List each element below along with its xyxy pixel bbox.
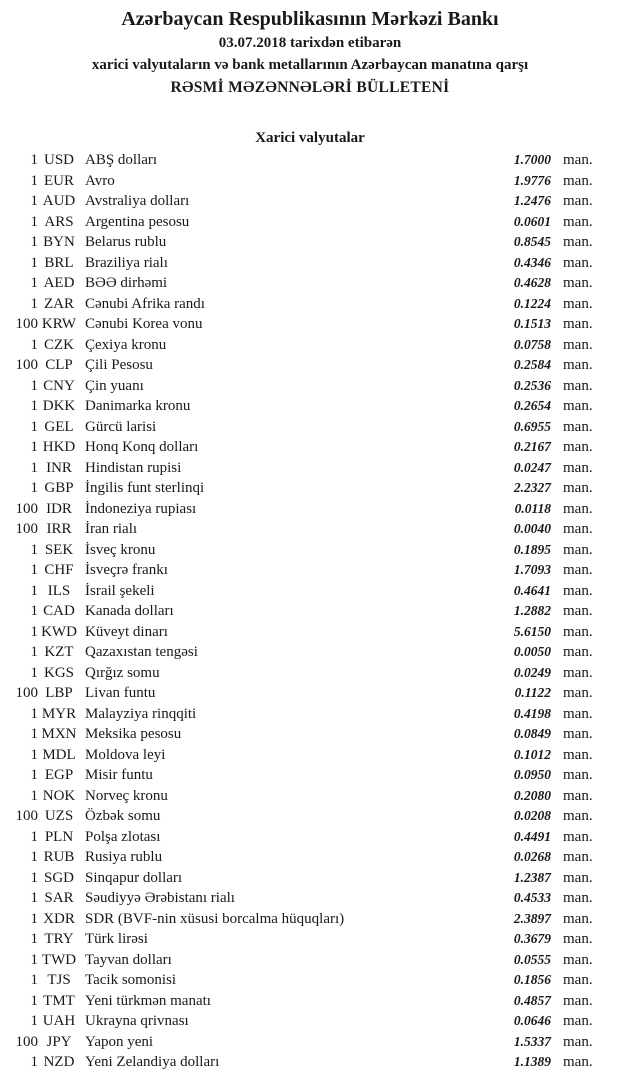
rate-cell: 0.2536	[513, 377, 551, 393]
table-row	[0, 970, 620, 991]
currency-code-cell: TWD	[41, 951, 77, 968]
table-row	[0, 478, 620, 499]
unit-cell: man.	[563, 254, 593, 271]
quantity-cell: 1	[30, 582, 38, 599]
bank-title: Azərbaycan Respublikasının Mərkəzi Bankı	[121, 8, 499, 30]
currency-name-cell: Ukrayna qrivnası	[85, 1013, 189, 1029]
rate-cell: 0.4628	[513, 275, 551, 290]
rate-cell: 0.0040	[513, 521, 551, 536]
currency-code-cell: NZD	[43, 1054, 75, 1070]
quantity-cell: 1	[30, 562, 38, 578]
table-row	[0, 909, 620, 930]
unit-cell: man.	[563, 603, 593, 619]
table-row	[0, 950, 620, 971]
unit-cell: man.	[563, 1013, 593, 1029]
table-row	[0, 1032, 620, 1053]
rate-cell: 1.9776	[513, 172, 551, 188]
quantity-cell: 1	[30, 418, 38, 435]
quantity-cell: 1	[30, 623, 38, 640]
currency-name-cell: Avro	[85, 172, 115, 189]
currency-code-cell: MYR	[41, 705, 77, 722]
unit-cell: man.	[563, 357, 593, 373]
quantity-cell: 100	[15, 808, 38, 824]
currency-name-cell: Yeni Zelandiya dolları	[85, 1054, 220, 1070]
currency-code-cell: TJS	[47, 972, 71, 988]
currency-code-cell: BYN	[43, 234, 75, 250]
currency-name-cell: Livan funtu	[85, 685, 156, 701]
currency-code-cell: CHF	[44, 562, 74, 578]
rate-cell: 0.2167	[513, 439, 551, 454]
unit-cell: man.	[563, 541, 593, 558]
quantity-cell: 1	[30, 931, 38, 947]
rate-cell: 0.0849	[513, 726, 551, 741]
quantity-cell: 1	[30, 1013, 38, 1029]
currency-name-cell: ABŞ dolları	[85, 152, 158, 168]
quantity-cell: 1	[30, 398, 38, 414]
currency-code-cell: EUR	[44, 172, 74, 189]
currency-code-cell: KRW	[41, 316, 77, 332]
quantity-cell: 1	[30, 869, 38, 886]
currency-name-cell: Danimarka kronu	[85, 398, 191, 414]
unit-cell: man.	[563, 562, 593, 578]
unit-cell: man.	[563, 828, 593, 845]
rate-cell: 0.0601	[513, 213, 551, 229]
table-row	[0, 212, 620, 233]
rate-cell: 1.1389	[513, 1054, 551, 1069]
unit-cell: man.	[563, 890, 593, 906]
rate-cell: 2.2327	[513, 480, 551, 495]
quantity-cell: 1	[30, 193, 38, 209]
currency-code-cell: KWD	[41, 623, 77, 640]
unit-cell: man.	[563, 418, 593, 435]
quantity-cell: 1	[30, 254, 38, 271]
table-row	[0, 560, 620, 581]
quantity-cell: 1	[30, 213, 38, 230]
quantity-cell: 1	[30, 603, 38, 619]
currency-code-cell: MDL	[42, 746, 76, 763]
currency-name-cell: Honq Konq dolları	[85, 439, 199, 455]
quantity-cell: 1	[30, 295, 38, 312]
table-row	[0, 355, 620, 376]
quantity-cell: 1	[30, 787, 38, 804]
quantity-cell: 1	[30, 480, 38, 496]
rate-cell: 0.4641	[513, 582, 551, 598]
currency-code-cell: NOK	[42, 787, 76, 804]
quantity-cell: 1	[30, 644, 38, 660]
rate-cell: 1.2387	[513, 869, 551, 885]
table-row	[0, 540, 620, 561]
quantity-cell: 1	[30, 459, 38, 476]
rate-cell: 1.7093	[513, 562, 551, 577]
unit-cell: man.	[563, 152, 593, 168]
currency-code-cell: KZT	[44, 644, 74, 660]
unit-cell: man.	[563, 193, 593, 209]
quantity-cell: 1	[30, 705, 38, 722]
currency-name-cell: Belarus rublu	[85, 234, 167, 250]
currency-code-cell: BRL	[44, 254, 74, 271]
currency-code-cell: ARS	[44, 213, 74, 230]
currency-code-cell: DKK	[42, 398, 76, 414]
currency-name-cell: Argentina pesosu	[85, 213, 190, 230]
effective-date-line: 03.07.2018 tarixdən etibarən	[218, 35, 402, 51]
currency-name-cell: İngilis funt sterlinqi	[85, 480, 205, 496]
quantity-cell: 1	[30, 234, 38, 250]
table-row	[0, 1011, 620, 1032]
quantity-cell: 100	[15, 316, 38, 332]
unit-cell: man.	[563, 910, 593, 927]
currency-code-cell: HKD	[42, 439, 76, 455]
currency-code-cell: CZK	[44, 336, 74, 353]
currency-code-cell: AED	[43, 275, 75, 291]
unit-cell: man.	[563, 869, 593, 886]
currency-code-cell: ILS	[47, 582, 71, 599]
table-row	[0, 888, 620, 909]
currency-code-cell: PLN	[44, 828, 74, 845]
currency-name-cell: Polşa zlotası	[85, 828, 161, 845]
unit-cell: man.	[563, 172, 593, 189]
unit-cell: man.	[563, 1033, 593, 1050]
unit-cell: man.	[563, 726, 593, 742]
rate-cell: 1.2476	[513, 193, 551, 208]
currency-name-cell: Rusiya rublu	[85, 849, 163, 865]
unit-cell: man.	[563, 849, 593, 865]
table-row	[0, 745, 620, 766]
rate-cell: 0.1224	[513, 295, 551, 311]
currency-name-cell: Tayvan dolları	[85, 951, 172, 968]
unit-cell: man.	[563, 685, 593, 701]
unit-cell: man.	[563, 336, 593, 353]
table-row	[0, 704, 620, 725]
unit-cell: man.	[563, 398, 593, 414]
rate-cell: 0.1895	[513, 541, 551, 557]
rate-cell: 0.1012	[513, 746, 551, 762]
rate-cell: 0.4533	[513, 890, 551, 905]
currency-name-cell: Çexiya kronu	[85, 336, 167, 353]
currency-name-cell: Küveyt dinarı	[85, 623, 168, 640]
unit-cell: man.	[563, 480, 593, 496]
table-row	[0, 499, 620, 520]
currency-code-cell: MXN	[41, 726, 77, 742]
currency-name-cell: SDR (BVF-nin xüsusi borcalma hüquqları)	[85, 910, 345, 927]
quantity-cell: 1	[30, 746, 38, 763]
table-row	[0, 929, 620, 950]
table-row	[0, 150, 620, 171]
rate-cell: 0.0758	[513, 336, 551, 352]
rate-cell: 0.3679	[513, 931, 551, 946]
rate-cell: 0.0118	[514, 500, 551, 516]
currency-name-cell: Qırğız somu	[85, 664, 160, 681]
table-row	[0, 806, 620, 827]
currency-code-cell: GEL	[44, 418, 74, 435]
table-row	[0, 847, 620, 868]
quantity-cell: 1	[30, 767, 38, 783]
quantity-cell: 1	[30, 377, 38, 394]
unit-cell: man.	[563, 439, 593, 455]
unit-cell: man.	[563, 787, 593, 804]
currency-code-cell: USD	[43, 152, 74, 168]
table-row	[0, 253, 620, 274]
currency-name-cell: İsrail şekeli	[85, 582, 155, 599]
rate-cell: 0.1856	[513, 972, 551, 987]
table-row	[0, 519, 620, 540]
currency-code-cell: JPY	[46, 1033, 72, 1050]
table-row	[0, 232, 620, 253]
table-row	[0, 786, 620, 807]
currency-name-cell: Qazaxıstan tengəsi	[85, 644, 198, 660]
currency-code-cell: TMT	[43, 992, 75, 1009]
currency-name-cell: Sinqapur dolları	[85, 869, 183, 886]
quantity-cell: 1	[30, 664, 38, 681]
quantity-cell: 1	[30, 890, 38, 906]
currency-code-cell: GBP	[44, 480, 74, 496]
section-title-foreign-currencies: Xarici valyutalar	[255, 130, 365, 146]
table-row	[0, 437, 620, 458]
rate-cell: 0.4857	[513, 992, 551, 1008]
currency-name-cell: Gürcü larisi	[85, 418, 157, 435]
rate-cell: 5.6150	[513, 623, 551, 639]
rate-cell: 0.2654	[513, 398, 551, 413]
rate-cell: 0.4491	[513, 828, 551, 844]
unit-cell: man.	[563, 623, 593, 640]
table-row	[0, 335, 620, 356]
table-row	[0, 827, 620, 848]
unit-cell: man.	[563, 316, 593, 332]
currency-name-cell: Braziliya rialı	[85, 254, 168, 271]
quantity-cell: 100	[15, 357, 38, 373]
currency-code-cell: KGS	[43, 664, 74, 681]
rate-cell: 0.4198	[513, 705, 551, 721]
table-row	[0, 868, 620, 889]
unit-cell: man.	[563, 972, 593, 988]
currency-table	[0, 150, 620, 1073]
currency-code-cell: IRR	[46, 521, 72, 537]
currency-name-cell: İran rialı	[85, 521, 138, 537]
unit-cell: man.	[563, 500, 593, 517]
unit-cell: man.	[563, 644, 593, 660]
table-row	[0, 314, 620, 335]
rate-cell: 0.4346	[513, 254, 551, 270]
quantity-cell: 1	[30, 992, 38, 1009]
quantity-cell: 100	[15, 500, 38, 517]
currency-name-cell: Avstraliya dolları	[85, 193, 190, 209]
currency-name-cell: Yeni türkmən manatı	[85, 992, 211, 1009]
table-row	[0, 417, 620, 438]
currency-name-cell: İsveç kronu	[85, 541, 156, 558]
currency-code-cell: EGP	[44, 767, 74, 783]
table-row	[0, 458, 620, 479]
unit-cell: man.	[563, 377, 593, 394]
table-row	[0, 273, 620, 294]
currency-code-cell: SGD	[43, 869, 74, 886]
quantity-cell: 1	[30, 1054, 38, 1070]
unit-cell: man.	[563, 992, 593, 1009]
quantity-cell: 1	[30, 828, 38, 845]
rate-cell: 2.3897	[513, 910, 551, 926]
table-row	[0, 724, 620, 745]
table-row	[0, 294, 620, 315]
currency-name-cell: Norveç kronu	[85, 787, 168, 804]
unit-cell: man.	[563, 459, 593, 476]
unit-cell: man.	[563, 275, 593, 291]
quantity-cell: 1	[30, 275, 38, 291]
currency-name-cell: Türk lirəsi	[85, 931, 148, 947]
quantity-cell: 100	[15, 521, 38, 537]
rate-cell: 0.0208	[513, 808, 551, 823]
currency-name-cell: İsveçrə frankı	[85, 562, 168, 578]
currency-code-cell: CNY	[43, 377, 75, 394]
unit-cell: man.	[563, 705, 593, 722]
unit-cell: man.	[563, 295, 593, 312]
currency-name-cell: Cənubi Korea vonu	[85, 316, 203, 332]
currency-code-cell: UZS	[44, 808, 74, 824]
quantity-cell: 1	[30, 849, 38, 865]
currency-code-cell: TRY	[44, 931, 74, 947]
currency-name-cell: Malayziya rinqqiti	[85, 705, 197, 722]
table-row	[0, 171, 620, 192]
currency-code-cell: UAH	[42, 1013, 76, 1029]
rate-cell: 0.8545	[513, 234, 551, 249]
unit-cell: man.	[563, 234, 593, 250]
quantity-cell: 1	[30, 726, 38, 742]
rate-cell: 0.0247	[513, 459, 551, 475]
quantity-cell: 1	[30, 172, 38, 189]
rate-cell: 0.0268	[513, 849, 551, 864]
rate-cell: 0.2080	[513, 787, 551, 803]
rate-cell: 1.2882	[513, 603, 551, 618]
quantity-cell: 1	[30, 951, 38, 968]
rate-cell: 0.6955	[513, 418, 551, 434]
unit-cell: man.	[563, 664, 593, 681]
table-row	[0, 765, 620, 786]
currency-name-cell: Özbək somu	[85, 808, 161, 824]
quantity-cell: 1	[30, 972, 38, 988]
table-row	[0, 991, 620, 1012]
rate-cell: 0.1513	[513, 316, 551, 331]
table-row	[0, 683, 620, 704]
unit-cell: man.	[563, 521, 593, 537]
table-row	[0, 601, 620, 622]
table-row	[0, 1052, 620, 1073]
currency-code-cell: XDR	[43, 910, 75, 927]
unit-cell: man.	[563, 582, 593, 599]
table-row	[0, 642, 620, 663]
currency-name-cell: Tacik somonisi	[85, 972, 177, 988]
currency-code-cell: LBP	[45, 685, 73, 701]
table-row	[0, 376, 620, 397]
quantity-cell: 100	[15, 1033, 38, 1050]
currency-name-cell: Cənubi Afrika randı	[85, 295, 205, 312]
table-row	[0, 191, 620, 212]
rate-cell: 0.0646	[513, 1013, 551, 1028]
quantity-cell: 1	[30, 439, 38, 455]
currency-name-cell: Kanada dolları	[85, 603, 174, 619]
unit-cell: man.	[563, 1054, 593, 1070]
unit-cell: man.	[563, 213, 593, 230]
quantity-cell: 100	[15, 685, 38, 701]
rate-cell: 0.0555	[513, 951, 551, 967]
rate-cell: 1.7000	[513, 152, 551, 167]
currency-code-cell: ZAR	[44, 295, 74, 312]
bulletin-title: RƏSMİ MƏZƏNNƏLƏRİ BÜLLETENİ	[170, 79, 450, 96]
currency-code-cell: IDR	[46, 500, 72, 517]
currency-code-cell: AUD	[42, 193, 76, 209]
currency-name-cell: Meksika pesosu	[85, 726, 182, 742]
quantity-cell: 1	[30, 910, 38, 927]
rate-cell: 0.2584	[513, 357, 551, 372]
table-row	[0, 663, 620, 684]
currency-code-cell: CLP	[45, 357, 73, 373]
currency-code-cell: RUB	[43, 849, 75, 865]
currency-name-cell: Misir funtu	[85, 767, 153, 783]
unit-cell: man.	[563, 808, 593, 824]
currency-name-cell: Çili Pesosu	[85, 357, 153, 373]
currency-name-cell: BƏƏ dirhəmi	[85, 275, 168, 291]
rate-cell: 0.1122	[514, 685, 551, 700]
currency-name-cell: Çin yuanı	[85, 377, 144, 394]
currency-code-cell: INR	[46, 459, 72, 476]
currency-code-cell: SEK	[44, 541, 74, 558]
rate-cell: 1.5337	[513, 1033, 551, 1049]
quantity-cell: 1	[30, 541, 38, 558]
unit-cell: man.	[563, 767, 593, 783]
quantity-cell: 1	[30, 152, 38, 168]
currency-name-cell: Səudiyyə Ərəbistanı rialı	[85, 890, 235, 906]
currency-name-cell: Yapon yeni	[85, 1033, 154, 1050]
unit-cell: man.	[563, 951, 593, 968]
header	[0, 0, 620, 100]
rate-cell: 0.0249	[513, 664, 551, 680]
subject-line: xarici valyutaların və bank metallarının Azərbaycan manatına qarşı	[91, 57, 529, 73]
table-row	[0, 622, 620, 643]
rate-cell: 0.0050	[513, 644, 551, 659]
currency-name-cell: Moldova leyi	[85, 746, 166, 763]
table-row	[0, 581, 620, 602]
unit-cell: man.	[563, 931, 593, 947]
currency-name-cell: Hindistan rupisi	[85, 459, 182, 476]
currency-code-cell: SAR	[44, 890, 74, 906]
currency-name-cell: İndoneziya rupiası	[85, 500, 197, 517]
table-row	[0, 396, 620, 417]
rate-cell: 0.0950	[513, 767, 551, 782]
unit-cell: man.	[563, 746, 593, 763]
quantity-cell: 1	[30, 336, 38, 353]
currency-code-cell: CAD	[43, 603, 75, 619]
